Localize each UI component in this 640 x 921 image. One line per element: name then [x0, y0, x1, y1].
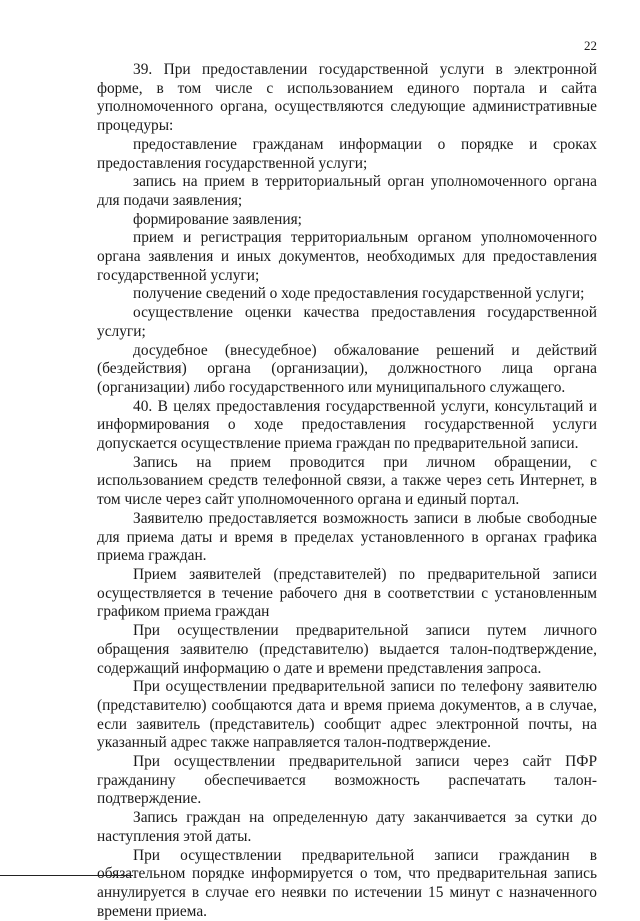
paragraph-appeal: досудебное (внесудебное) обжалование решений и действий (бездействия) органа (организации), должностного лица органа (организации) либо государственного или муниципального служащего.	[97, 341, 597, 396]
paragraph-pfr-site: При осуществлении предварительной записи через сайт ПФР гражданину обеспечивается возможность распечатать талон-подтверждение.	[97, 753, 597, 808]
paragraph-status-info: получение сведений о ходе предоставления государственной услуги;	[133, 285, 585, 303]
paragraph-info-provision: предоставление гражданам информации о порядке и сроках предоставления государственной услуги;	[97, 135, 597, 172]
paragraph-appointment: запись на прием в территориальный орган уполномоченного органа для подачи заявления;	[97, 173, 597, 209]
page-number: 22	[584, 38, 597, 53]
paragraph-40-intro: 40. В целях предоставления государственной услуги, консультаций и информирования о ходе предоставления государственной услуги допускается осуществление приема граждан по предварительной записи.	[97, 397, 597, 453]
paragraph-reception-registration: прием и регистрация территориальным органом уполномоченного органа заявления и иных документов, необходимых для предоставления государственной услуги;	[97, 229, 597, 284]
paragraph-phone-booking: При осуществлении предварительной записи по телефону заявителю (представителю) сообщаются дата и время приема документов, а в случае, если заявитель (представитель) сообщит адрес электронной почты, на указанный адрес также направляется талон-подтверждение.	[97, 678, 597, 752]
paragraph-appointment-methods: Запись на прием проводится при личном обращении, с использованием средств телефонной связи, а также через сеть Интернет, в том числе через сайт уполномоченного органа и единый портал.	[97, 453, 597, 509]
footer-rule	[0, 875, 133, 876]
paragraph-39-intro: 39. При предоставлении государственной услуги в электронной форме, в том числе с использованием единого портала и сайта уполномоченного органа, осуществляются следующие административные процедуры:	[97, 61, 597, 135]
paragraph-cancellation: При осуществлении предварительной записи гражданин в обязательном порядке информируется о том, что предварительная запись аннулируется в случае его неявки по истечении 15 минут с назначенного времени приема.	[97, 846, 597, 920]
document-body	[97, 61, 597, 921]
paragraph-free-slots: Заявителю предоставляется возможность записи в любые свободные для приема даты и время в пределах установленного в органах графика приема граждан.	[97, 509, 597, 565]
paragraph-booking-deadline: Запись граждан на определенную дату заканчивается за сутки до наступления этой даты.	[97, 809, 597, 845]
paragraph-form-creation: формирование заявления;	[133, 210, 302, 228]
paragraph-personal-visit: При осуществлении предварительной записи путем личного обращения заявителю (представителю) выдается талон-подтверждение, содержащий информацию о дате и времени представления запроса.	[97, 622, 597, 677]
paragraph-quality-assessment: осуществление оценки качества предоставления государственной услуги;	[97, 304, 597, 340]
paragraph-reception-schedule: Прием заявителей (представителей) по предварительной записи осуществляется в течение рабочего дня в соответствии с установленным графиком приема граждан	[97, 565, 597, 621]
